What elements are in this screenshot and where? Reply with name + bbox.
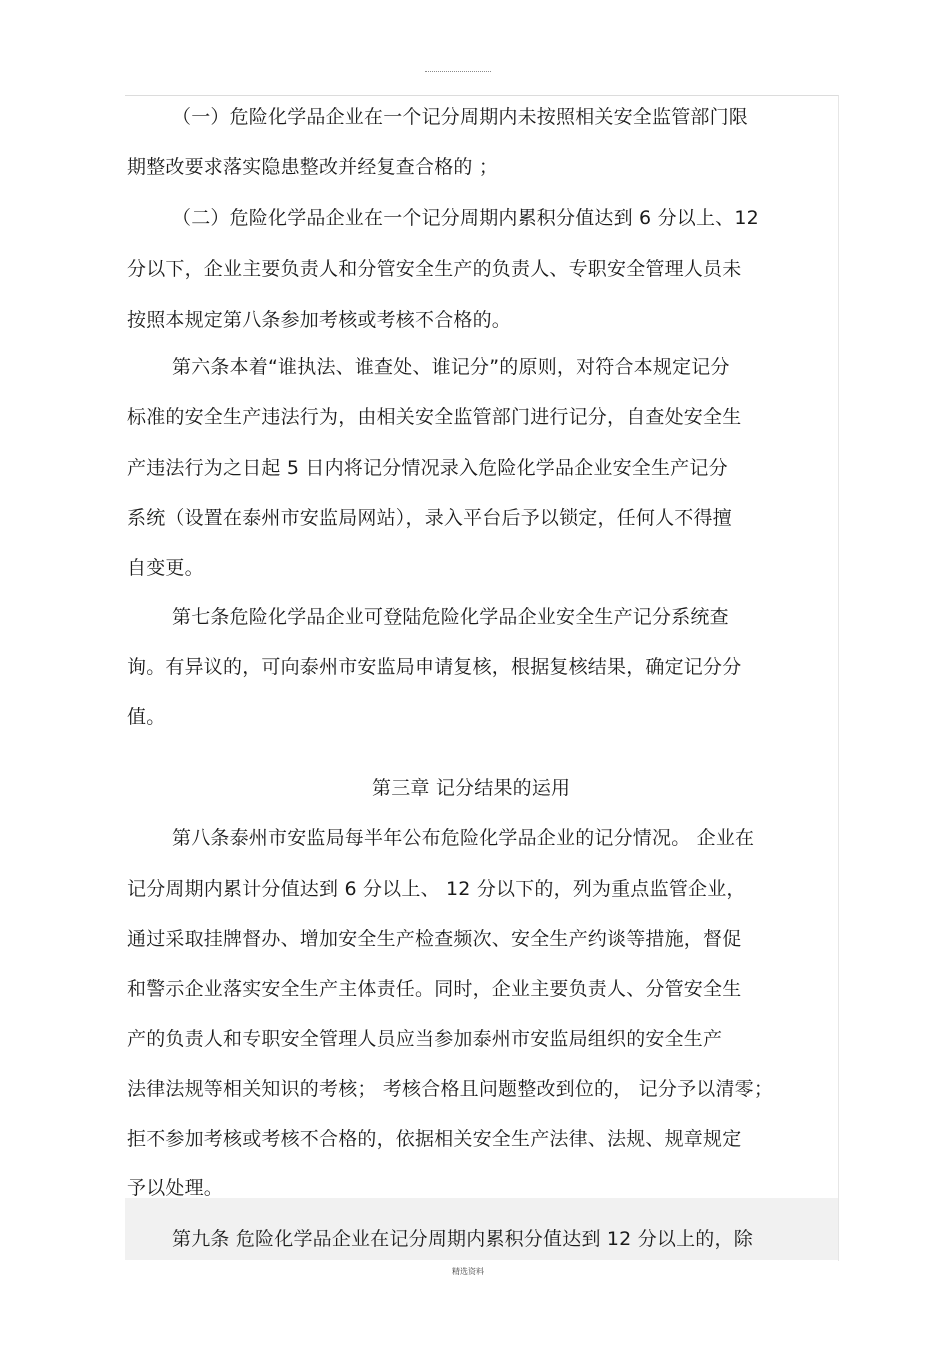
chapter-heading: 第三章 记分结果的运用 bbox=[372, 777, 571, 799]
text-line: 第八条泰州市安监局每半年公布危险化学品企业的记分情况。 企业在 bbox=[172, 827, 755, 849]
text-line: （二）危险化学品企业在一个记分周期内累积分值达到 6 分以上、12 bbox=[172, 207, 759, 229]
text-line: 产违法行为之日起 5 日内将记分情况录入危险化学品企业安全生产记分 bbox=[127, 457, 728, 479]
text-line: 记分周期内累计分值达到 6 分以上、 12 分以下的，列为重点监管企业， bbox=[127, 878, 746, 900]
text-line: 期整改要求落实隐患整改并经复查合格的 ； bbox=[127, 156, 499, 178]
text-line: 值。 bbox=[127, 706, 166, 728]
text-line: 产的负责人和专职安全管理人员应当参加泰州市安监局组织的安全生产 bbox=[127, 1028, 723, 1050]
text-line: 予以处理。 bbox=[127, 1177, 224, 1199]
text-line: 第六条本着“谁执法、谁查处、谁记分”的原则，对符合本规定记分 bbox=[172, 356, 730, 378]
text-line: 分以下，企业主要负责人和分管安全生产的负责人、专职安全管理人员未 bbox=[127, 258, 742, 280]
text-line: 按照本规定第八条参加考核或考核不合格的。 bbox=[127, 309, 512, 331]
text-line: （一）危险化学品企业在一个记分周期内未按照相关安全监管部门限 bbox=[172, 106, 749, 128]
text-line: 标准的安全生产违法行为，由相关安全监管部门进行记分，自查处安全生 bbox=[127, 406, 742, 428]
text-line: 自变更。 bbox=[127, 557, 204, 579]
text-line: 系统（设置在泰州市安监局网站），录入平台后予以锁定，任何人不得擅 bbox=[127, 507, 732, 529]
page-footer: 精选资料 bbox=[452, 1267, 484, 1276]
text-line: 第九条 危险化学品企业在记分周期内累积分值达到 12 分以上的，除 bbox=[172, 1228, 753, 1250]
text-line: 询。有异议的，可向泰州市安监局申请复核，根据复核结果，确定记分分 bbox=[127, 656, 742, 678]
header-rule bbox=[425, 71, 491, 72]
text-line: 拒不参加考核或考核不合格的，依据相关安全生产法律、法规、规章规定 bbox=[127, 1128, 742, 1150]
text-line: 通过采取挂牌督办、增加安全生产检查频次、安全生产约谈等措施，督促 bbox=[127, 928, 742, 950]
text-line: 第七条危险化学品企业可登陆危险化学品企业安全生产记分系统查 bbox=[172, 606, 729, 628]
text-line: 和警示企业落实安全生产主体责任。同时，企业主要负责人、分管安全生 bbox=[127, 978, 742, 1000]
text-line: 法律法规等相关知识的考核； 考核合格且问题整改到位的， 记分予以清零； bbox=[127, 1078, 774, 1100]
